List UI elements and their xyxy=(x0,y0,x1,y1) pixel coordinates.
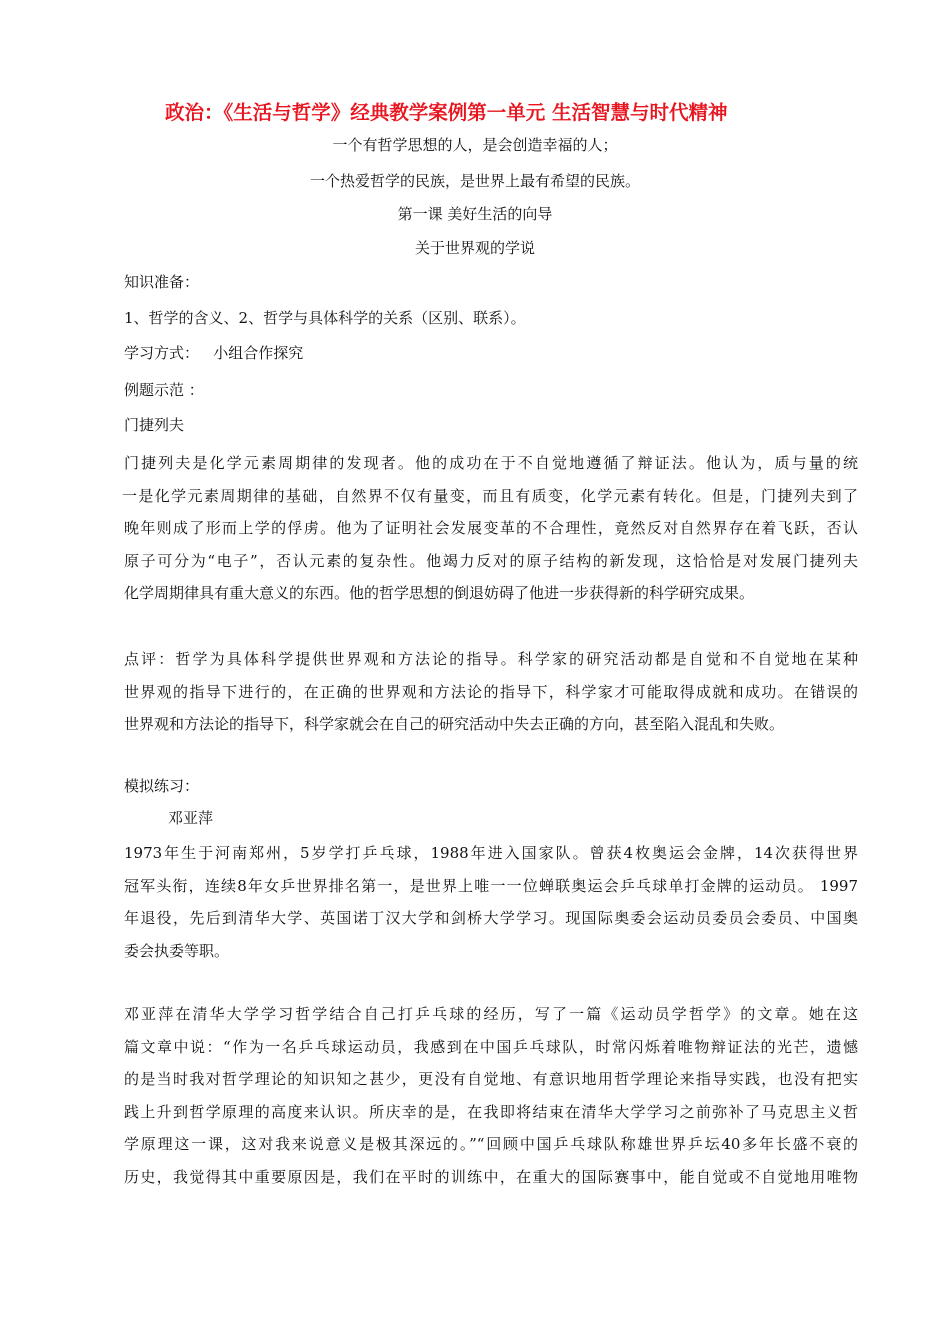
paragraph-line: 篇文章中说：“作为一名乒乓球运动员，我感到在中国乒乓球队，时常闪烁着唯物辩证法的光芒，遗憾 xyxy=(124,1037,858,1056)
knowledge-points: 1、哲学的含义、2、哲学与具体科学的关系（区别、联系）。 xyxy=(124,309,526,327)
paragraph-line: 门捷列夫是化学元素周期律的发现者。他的成功在于不自觉地遵循了辩证法。他认为，质与量的统 xyxy=(124,454,858,472)
bio-paragraph xyxy=(124,837,858,967)
paragraph-line: 年退役，先后到清华大学、英国诺丁汉大学和剑桥大学学习。现国际奥委会运动员委员会委员、中国奥 xyxy=(124,909,858,927)
paragraph-line: 世界观和方法论的指导下，科学家就会在自己的研究活动中失去正确的方向，甚至陷入混乱和失败。 xyxy=(124,715,785,733)
paragraph-line: 委会执委等职。 xyxy=(124,941,230,960)
practice-label: 模拟练习： xyxy=(124,777,200,795)
paragraph-line: 1973年生于河南郑州，5岁学打乒乓球，1988年进入国家队。曾获4枚奥运会金牌，14次获得世界 xyxy=(124,844,858,862)
example-label: 例题示范 ： xyxy=(124,381,204,399)
paragraph-line: 邓亚萍在清华大学学习哲学结合自己打乒乓球的经历，写了一篇《运动员学哲学》的文章。她在这 xyxy=(124,1005,858,1023)
example-paragraph xyxy=(124,447,858,610)
example-name: 门捷列夫 xyxy=(124,416,185,434)
paragraph-line: 冠军头衔，连续8年女乒世界排名第一，是世界上唯一一位蝉联奥运会乒乓球单打金牌的运动员。 1997 xyxy=(124,876,858,895)
paragraph-line: 历史，我觉得其中重要原因是，我们在平时的训练中，在重大的国际赛事中，能自觉或不自觉地用唯物 xyxy=(124,1167,858,1186)
epigraph-line-1: 一个有哲学思想的人，是会创造幸福的人； xyxy=(332,136,618,154)
paragraph-line: 的是当时我对哲学理论的知识知之甚少，更没有自觉地、有意识地用哲学理论来指导实践，也没有把实 xyxy=(124,1070,858,1088)
document-title: 政治：《生活与哲学》经典教学案例第一单元 生活智慧与时代精神 xyxy=(165,101,728,124)
paragraph-line: 世界观的指导下进行的，在正确的世界观和方法论的指导下，科学家才可能取得成就和成功。在错误的 xyxy=(124,682,858,701)
paragraph-line: 点评：哲学为具体科学提供世界观和方法论的指导。科学家的研究活动都是自觉和不自觉地在某种 xyxy=(124,650,858,668)
paragraph-line: 学原理这一课，这对我来说意义是极其深远的。”“回顾中国乒乓球队称雄世界乒坛40多年长盛不衰的 xyxy=(124,1135,858,1153)
paragraph-line: 践上升到哲学原理的高度来认识。所庆幸的是，在我即将结束在清华大学学习之前弥补了马克思主义哲 xyxy=(124,1102,858,1121)
section-title: 关于世界观的学说 xyxy=(414,239,535,257)
practice-name: 邓亚萍 xyxy=(168,809,214,827)
epigraph-line-2: 一个热爱哲学的民族，是世界上最有希望的民族。 xyxy=(309,172,640,190)
paragraph-line: 晚年则成了形而上学的俘虏。他为了证明社会发展变革的不合理性，竟然反对自然界存在着飞跃，否认 xyxy=(124,519,858,537)
paragraph-line: 原子可分为“电子”，否认元素的复杂性。他竭力反对的原子结构的新发现，这恰恰是对发展门捷列夫 xyxy=(124,551,858,570)
knowledge-prep-label: 知识准备： xyxy=(124,273,200,291)
essay-paragraph xyxy=(124,998,858,1193)
paragraph-line: 一是化学元素周期律的基础，自然界不仅有量变，而且有质变，化学元素有转化。但是，门捷列夫到了 xyxy=(122,486,858,505)
paragraph-line: 化学周期律具有重大意义的东西。他的哲学思想的倒退妨碍了他进一步获得新的科学研究成果。 xyxy=(124,584,755,602)
lesson-title: 第一课 美好生活的向导 xyxy=(397,205,553,223)
study-method: 学习方式： 小组合作探究 xyxy=(124,344,304,362)
comment-paragraph xyxy=(124,643,858,741)
